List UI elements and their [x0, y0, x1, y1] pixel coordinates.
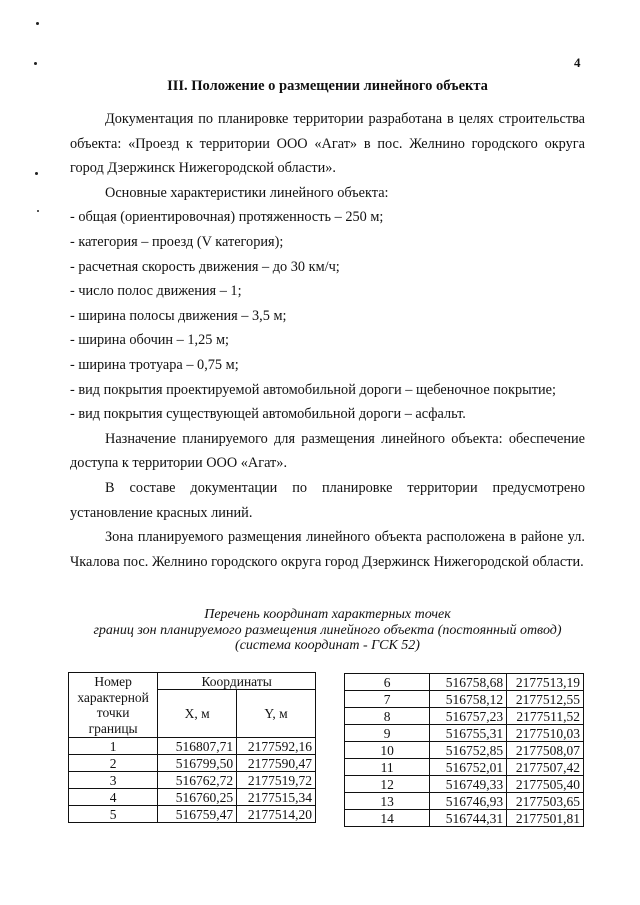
cell-point-number: 4 — [69, 789, 158, 806]
caption-line-2: границ зон планируемого размещения линейного объекта (постоянный отвод) — [93, 622, 562, 638]
characteristic-item: - вид покрытия проектируемой автомобильной дороги – щебеночное покрытие; — [70, 381, 556, 398]
paragraph-purpose: Назначение планируемого для размещения линейного объекта: обеспечение доступа к территории ООО «Агат». — [70, 430, 585, 472]
header-point-number: Номер характерной точки границы — [69, 673, 158, 738]
page-number: 4 — [574, 55, 581, 70]
cell-x: 516758,12 — [430, 691, 507, 708]
table-row — [345, 725, 584, 742]
cell-point-number: 5 — [69, 806, 158, 823]
characteristic-item: - общая (ориентировочная) протяженность – 250 м; — [70, 209, 384, 226]
cell-point-number: 1 — [69, 738, 158, 755]
cell-x: 516758,68 — [430, 674, 507, 691]
table-row — [345, 674, 584, 691]
header-coordinates: Координаты — [158, 673, 316, 690]
paragraph-red-lines: В составе документации по планировке территории предусмотрено установление красных линий. — [70, 479, 585, 521]
scan-speck — [35, 172, 38, 175]
characteristic-item: - ширина тротуара – 0,75 м; — [70, 356, 239, 373]
cell-y: 2177505,40 — [507, 776, 584, 793]
header-x: X, м — [158, 690, 237, 738]
table-row — [345, 776, 584, 793]
cell-x: 516755,31 — [430, 725, 507, 742]
paragraph-zone-location: Зона планируемого размещения линейного объекта расположена в районе ул. Чкалова пос. Желнино городского округа город Дзержинск Нижегородской области. — [70, 529, 585, 570]
cell-point-number: 7 — [345, 691, 430, 708]
table-row — [69, 738, 316, 755]
cell-y: 2177512,55 — [507, 691, 584, 708]
table-row — [69, 772, 316, 789]
cell-x: 516807,71 — [158, 738, 237, 755]
cell-point-number: 2 — [69, 755, 158, 772]
section-heading: III. Положение о размещении линейного объекта — [167, 78, 488, 94]
table-caption — [70, 607, 585, 654]
table-row — [69, 806, 316, 823]
cell-y: 2177507,42 — [507, 759, 584, 776]
table-row — [345, 691, 584, 708]
cell-y: 2177519,72 — [237, 772, 316, 789]
characteristic-item: - ширина полосы движения – 3,5 м; — [70, 307, 287, 324]
characteristic-item: - вид покрытия существующей автомобильной дороги – асфальт. — [70, 406, 466, 423]
table-body-right — [345, 674, 584, 827]
cell-x: 516752,01 — [430, 759, 507, 776]
coordinates-table-right — [344, 673, 584, 827]
characteristic-item: - категория – проезд (V категория); — [70, 233, 284, 250]
cell-y: 2177590,47 — [237, 755, 316, 772]
table-row — [345, 759, 584, 776]
cell-point-number: 13 — [345, 793, 430, 810]
cell-y: 2177514,20 — [237, 806, 316, 823]
caption-line-1: Перечень координат характерных точек — [204, 607, 451, 622]
table-row — [345, 742, 584, 759]
cell-x: 516760,25 — [158, 789, 237, 806]
cell-point-number: 12 — [345, 776, 430, 793]
cell-point-number: 11 — [345, 759, 430, 776]
scan-speck — [34, 62, 37, 65]
cell-y: 2177513,19 — [507, 674, 584, 691]
cell-y: 2177511,52 — [507, 708, 584, 725]
table-row — [345, 793, 584, 810]
scan-speck — [37, 210, 39, 212]
caption-line-3: (система координат - ГСК 52) — [235, 638, 420, 653]
cell-point-number: 6 — [345, 674, 430, 691]
characteristic-item: - ширина обочин – 1,25 м; — [70, 332, 229, 349]
cell-point-number: 9 — [345, 725, 430, 742]
cell-x: 516759,47 — [158, 806, 237, 823]
cell-x: 516757,23 — [430, 708, 507, 725]
cell-point-number: 3 — [69, 772, 158, 789]
cell-y: 2177592,16 — [237, 738, 316, 755]
cell-point-number: 10 — [345, 742, 430, 759]
cell-x: 516799,50 — [158, 755, 237, 772]
paragraph-characteristics-intro: Основные характеристики линейного объекта: — [105, 184, 389, 201]
table-row — [69, 789, 316, 806]
cell-x: 516749,33 — [430, 776, 507, 793]
paragraph-documentation: Документация по планировке территории разработана в целях строительства объекта: «Проезд к территории ООО «Агат» в пос. Желнино городского округа город Дзержинск Нижегородской области». — [70, 111, 585, 177]
cell-point-number: 8 — [345, 708, 430, 725]
table-row — [69, 755, 316, 772]
cell-y: 2177508,07 — [507, 742, 584, 759]
cell-y: 2177510,03 — [507, 725, 584, 742]
coordinates-table-left — [68, 672, 316, 823]
scan-speck — [36, 22, 39, 25]
header-y: Y, м — [237, 690, 316, 738]
cell-y: 2177503,65 — [507, 793, 584, 810]
cell-y: 2177501,81 — [507, 810, 584, 827]
table-body-left — [69, 738, 316, 823]
characteristics-list — [70, 205, 585, 426]
characteristic-item: - число полос движения – 1; — [70, 283, 242, 300]
table-row — [345, 708, 584, 725]
table-row — [345, 810, 584, 827]
cell-x: 516744,31 — [430, 810, 507, 827]
cell-y: 2177515,34 — [237, 789, 316, 806]
body-text — [70, 107, 585, 574]
characteristic-item: - расчетная скорость движения – до 30 км/ч; — [70, 258, 340, 275]
cell-x: 516752,85 — [430, 742, 507, 759]
cell-x: 516746,93 — [430, 793, 507, 810]
cell-point-number: 14 — [345, 810, 430, 827]
cell-x: 516762,72 — [158, 772, 237, 789]
